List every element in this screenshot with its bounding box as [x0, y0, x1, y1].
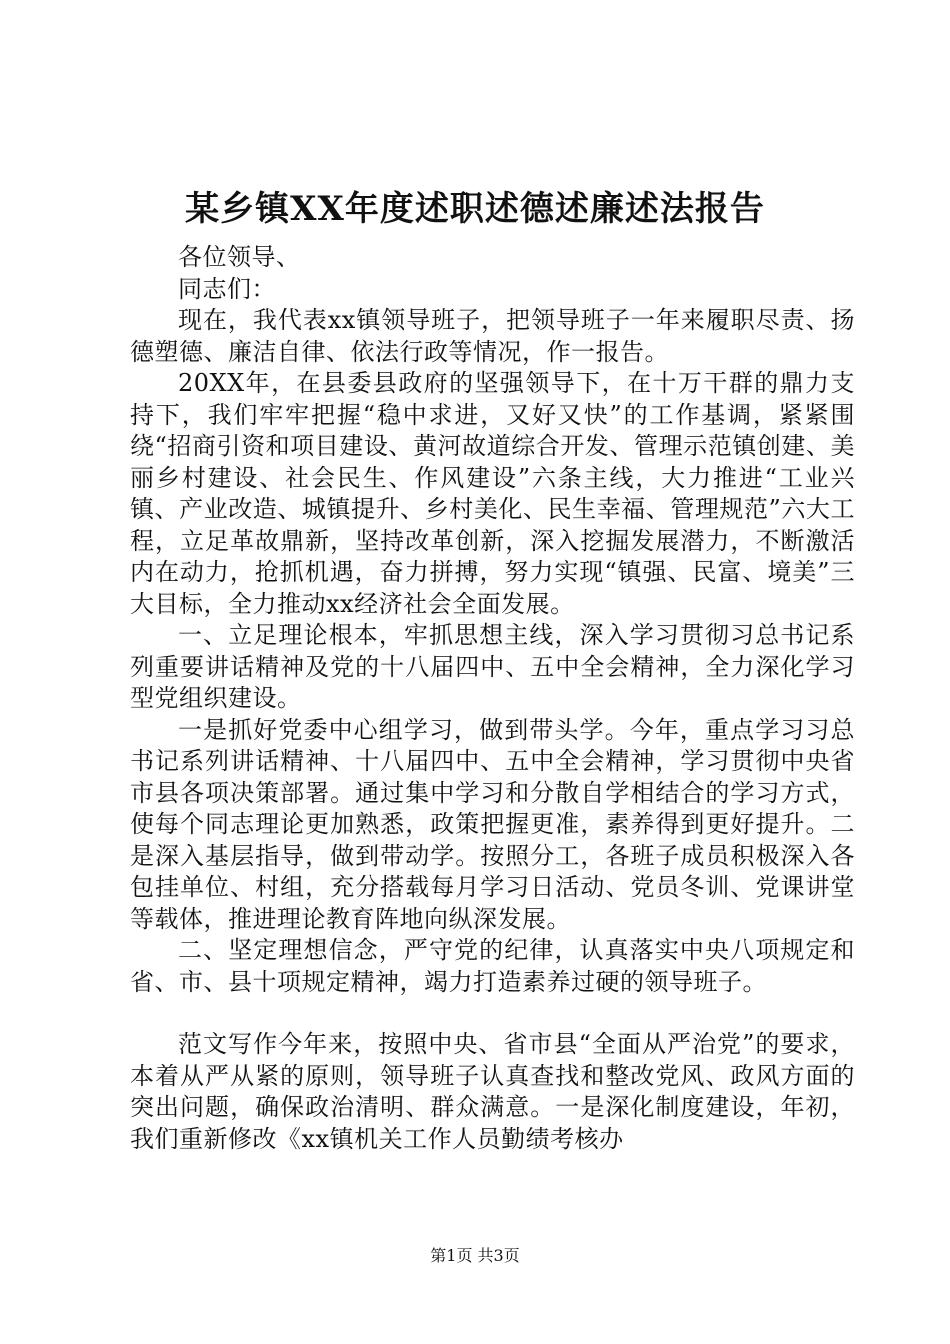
document-body [130, 242, 855, 1155]
section-heading-2: 二、坚定理想信念，严守党的纪律，认真落实中央八项规定和省、市、县十项规定精神，竭力打造素养过硬的领导班子。 [130, 936, 855, 996]
paragraph-discipline: 范文写作今年来，按照中央、省市县“全面从严治党”的要求，本着从严从紧的原则，领导班子认真查找和整改党风、政风方面的突出问题，确保政治清明、群众满意。一是深化制度建设，年初，我们重新修改《xx镇机关工作人员勤绩考核办 [130, 1030, 855, 1153]
document-title: 某乡镇XX年度述职述德述廉述法报告 [185, 189, 765, 229]
salutation-line-2: 同志们： [178, 274, 276, 303]
paragraph-intro: 现在，我代表xx镇领导班子，把领导班子一年来履职尽责、扬德塑德、廉洁自律、依法行政等情况，作一报告。 [130, 306, 855, 366]
paragraph-study: 一是抓好党委中心组学习，做到带头学。今年，重点学习习总书记系列讲话精神、十八届四中、五中全会精神，学习贯彻中央省市县各项决策部署。通过集中学习和分散自学相结合的学习方式，使每个同志理论更加熟悉，政策把握更准，素养得到更好提升。二是深入基层指导，做到带动学。按照分工，各班子成员积极深入各包挂单位、村组，充分搭载每月学习日活动、党员冬训、党课讲堂等载体，推进理论教育阵地向纵深发展。 [130, 715, 855, 933]
page-number: 第1页 共3页 [430, 1246, 520, 1265]
section-heading-1: 一、立足理论根本，牢抓思想主线，深入学习贯彻习总书记系列重要讲话精神及党的十八届四中、五中全会精神，全力深化学习型党组织建设。 [130, 621, 855, 712]
salutation-line-1: 各位领导、 [178, 243, 301, 271]
paragraph-overview: 20XX年，在县委县政府的坚强领导下，在十万干群的鼎力支持下，我们牢牢把握“稳中求进，又好又快”的工作基调，紧紧围绕“招商引资和项目建设、黄河故道综合开发、管理示范镇创建、美丽乡村建设、社会民生、作风建设”六条主线，大力推进“工业兴镇、产业改造、城镇提升、乡村美化、民生幸福、管理规范”六大工程，立足革故鼎新，坚持改革创新，深入挖掘发展潜力，不断激活内在动力，抢抓机遇，奋力拼搏，努力实现“镇强、民富、境美”三大目标，全力推动xx经济社会全面发展。 [130, 369, 855, 618]
